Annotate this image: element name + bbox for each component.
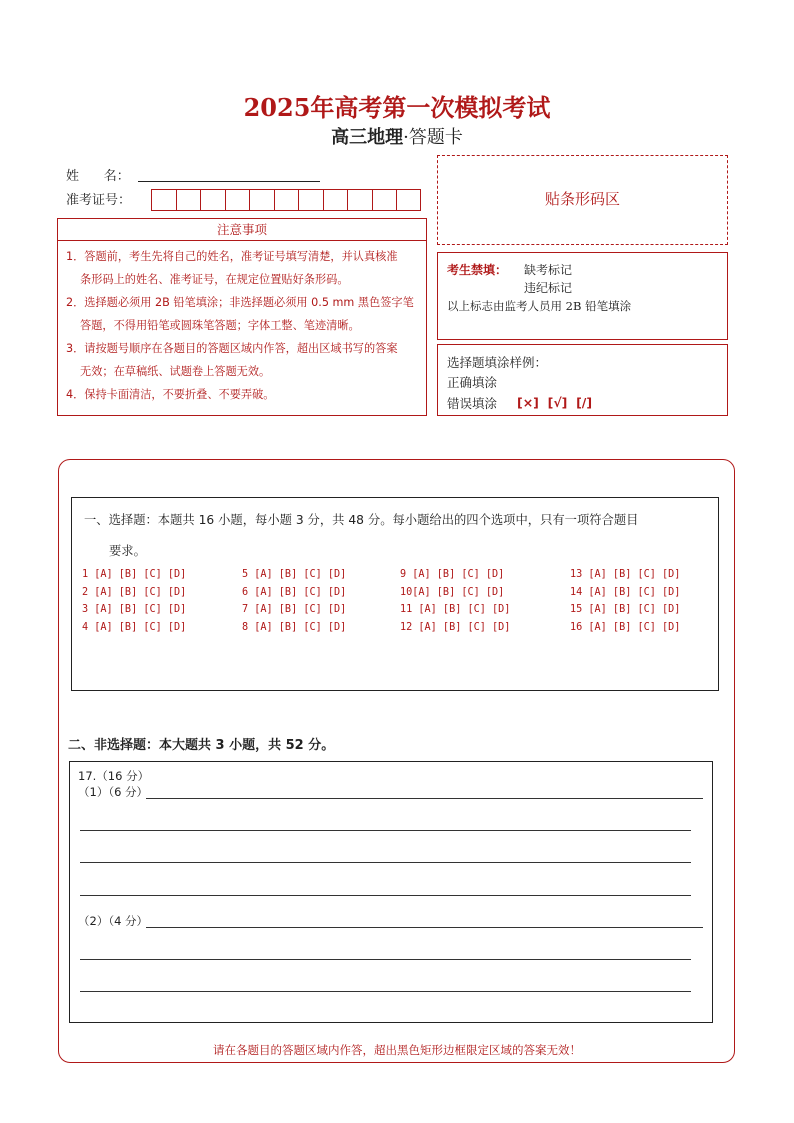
exam-id-box[interactable] xyxy=(347,189,372,211)
exam-id-box[interactable] xyxy=(249,189,274,211)
sample-correct: 正确填涂 xyxy=(447,375,498,390)
answer-line[interactable] xyxy=(80,862,691,863)
exam-id-box[interactable] xyxy=(274,189,299,211)
barcode-area: 贴条形码区 xyxy=(437,155,728,245)
q17-label: 17.（16 分） xyxy=(78,769,150,783)
absent-mark[interactable]: 缺考标记 xyxy=(524,263,573,277)
name-field[interactable] xyxy=(138,180,320,182)
exam-id-box[interactable] xyxy=(396,189,421,211)
choice-group-3[interactable]: 9 [A] [B] [C] [D] 10[A] [B] [C] [D] 11 [A] [B] [C] [D] 12 [A] [B] [C] [D] xyxy=(400,569,511,633)
page-title: 2025年高考第一次模拟考试 xyxy=(243,93,551,122)
q17-part1-label: （1）（6 分） xyxy=(78,785,149,799)
choice-group-2[interactable]: 5 [A] [B] [C] [D] 6 [A] [B] [C] [D] 7 [A] [B] [C] [D] 8 [A] [B] [C] [D] xyxy=(242,569,347,633)
page-subtitle xyxy=(0,123,794,149)
section2-title: 二、非选择题：本大题共 3 小题，共 52 分。 xyxy=(68,738,335,753)
forbid-box xyxy=(437,252,728,340)
exam-id-box[interactable] xyxy=(151,189,176,211)
q17-answer-box[interactable] xyxy=(69,761,713,1023)
notice-item: 答题，不得用铅笔或圆珠笔答题；字体工整、笔迹清晰。 xyxy=(80,319,360,332)
exam-id-box[interactable] xyxy=(176,189,201,211)
q17-part2-label: （2）（4 分） xyxy=(78,914,149,928)
answer-line[interactable] xyxy=(80,959,691,960)
section1-title: 一、选择题：本题共 16 小题，每小题 3 分，共 48 分。每小题给出的四个选项中，只有一项符合题目 xyxy=(84,513,639,527)
notice-item: 4．保持卡面清洁，不要折叠、不要弄破。 xyxy=(66,388,275,401)
sample-wrong-marks: [×] [√] [/] xyxy=(517,395,593,410)
exam-id-box[interactable] xyxy=(372,189,397,211)
footer-warning: 请在各题目的答题区域内作答，超出黑色矩形边框限定区域的答案无效！ xyxy=(213,1043,581,1057)
exam-id-label: 准考证号： xyxy=(66,193,132,208)
notice-title: 注意事项 xyxy=(57,218,427,241)
choice-group-1[interactable]: 1 [A] [B] [C] [D] 2 [A] [B] [C] [D] 3 [A] [B] [C] [D] 4 [A] [B] [C] [D] xyxy=(82,569,187,633)
answer-line[interactable] xyxy=(80,895,691,896)
exam-id-box[interactable] xyxy=(200,189,225,211)
name-label: 姓 名： xyxy=(66,169,130,184)
violation-mark[interactable]: 违纪标记 xyxy=(524,281,573,295)
subtitle-card: 答题卡 xyxy=(408,127,463,148)
notice-item: 条形码上的姓名、准考证号，在规定位置贴好条形码。 xyxy=(80,273,349,286)
answer-line[interactable] xyxy=(146,798,703,799)
fill-sample-box xyxy=(437,344,728,416)
subtitle-separator: · xyxy=(403,127,409,148)
section1-title-cont: 要求。 xyxy=(109,544,146,558)
forbid-note: 以上标志由监考人员用 2B 铅笔填涂 xyxy=(447,299,632,313)
answer-line[interactable] xyxy=(146,927,703,928)
notice-box xyxy=(57,241,427,416)
exam-id-box[interactable] xyxy=(225,189,250,211)
answer-line[interactable] xyxy=(80,991,691,992)
choice-section xyxy=(71,497,719,691)
notice-item: 无效；在草稿纸、试题卷上答题无效。 xyxy=(80,365,271,378)
sample-wrong: 错误填涂 xyxy=(447,396,498,411)
answer-line[interactable] xyxy=(80,830,691,831)
exam-id-box[interactable] xyxy=(323,189,348,211)
forbid-label: 考生禁填： xyxy=(447,263,508,277)
exam-id-boxes[interactable] xyxy=(151,189,421,211)
notice-item: 1．答题前，考生先将自己的姓名，准考证号填写清楚，并认真核准 xyxy=(66,250,398,263)
sample-title: 选择题填涂样例： xyxy=(447,355,548,370)
notice-item: 2．选择题必须用 2B 铅笔填涂；非选择题必须用 0.5 mm 黑色签字笔 xyxy=(66,296,414,309)
subtitle-subject: 高三地理 xyxy=(331,127,404,148)
exam-id-box[interactable] xyxy=(298,189,323,211)
notice-item: 3．请按题号顺序在各题目的答题区域内作答，超出区域书写的答案 xyxy=(66,342,398,355)
choice-group-4[interactable]: 13 [A] [B] [C] [D] 14 [A] [B] [C] [D] 15 [A] [B] [C] [D] 16 [A] [B] [C] [D] xyxy=(570,569,681,633)
